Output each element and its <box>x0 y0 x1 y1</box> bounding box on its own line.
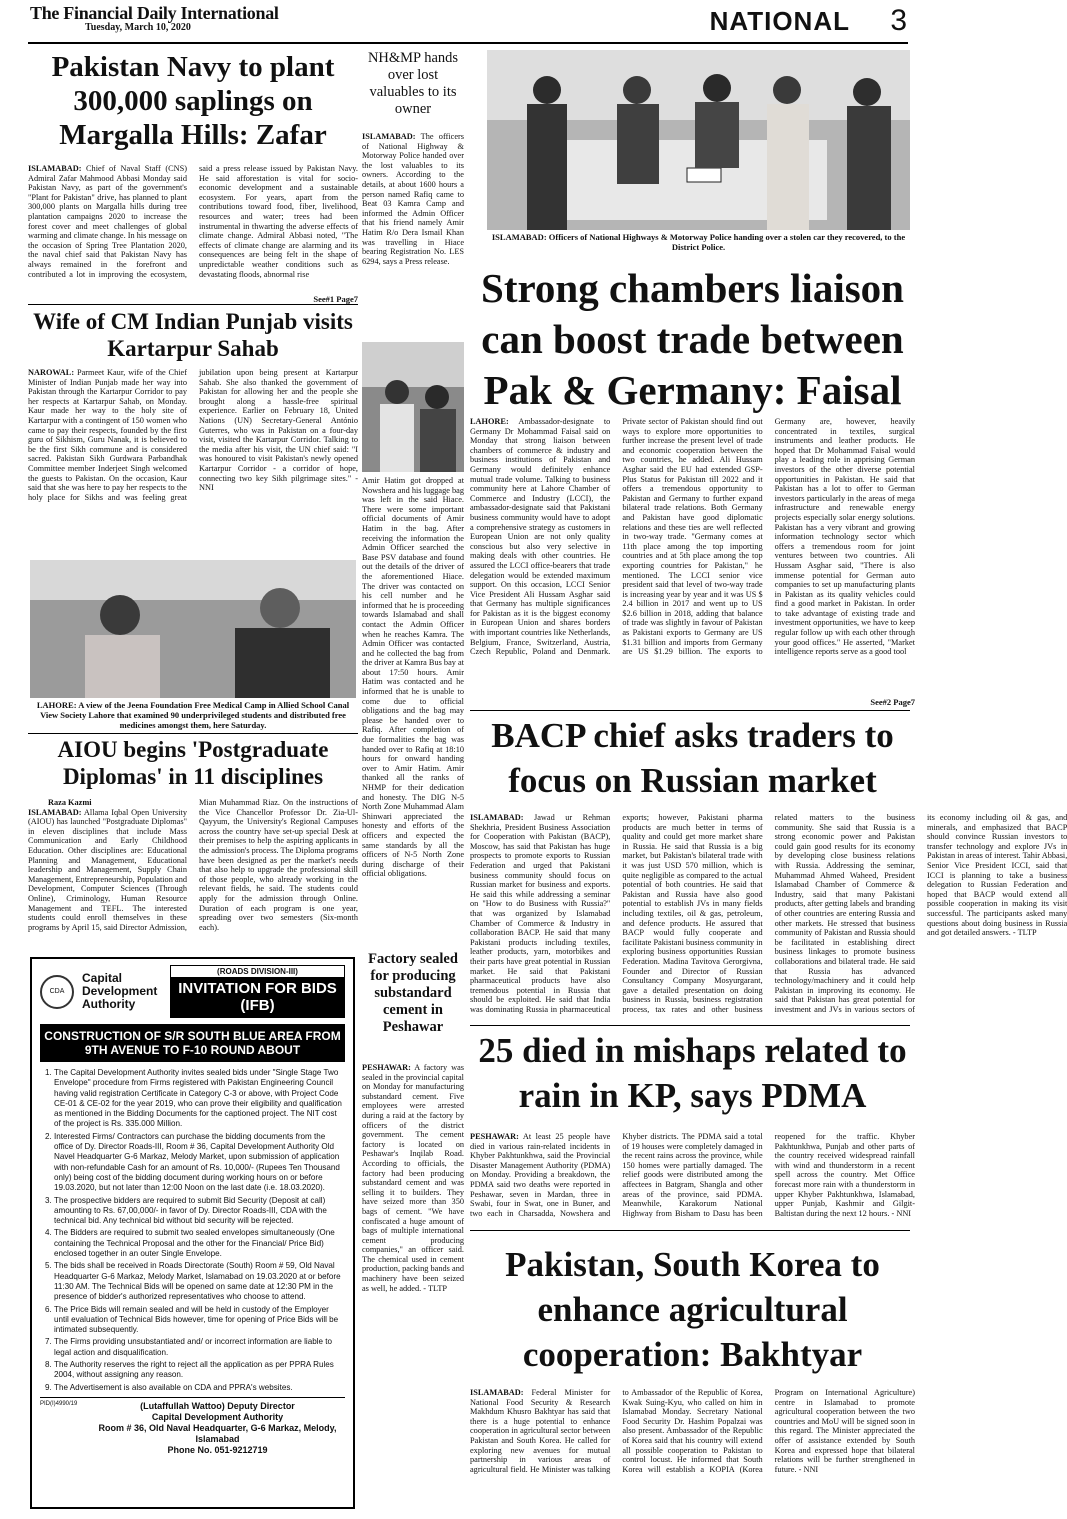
article-body <box>470 1388 915 1510</box>
ad-term: 9. The Advertisement is also available on CDA and PPRA's websites. <box>54 1383 345 1393</box>
dateline: ISLAMABAD: <box>470 813 524 822</box>
ad-sign-line: (Lutaffullah Wattoo) Deputy Director <box>140 1400 295 1411</box>
continued-marker: See#1 Page7 <box>313 294 358 304</box>
ad-project-title: CONSTRUCTION OF S/R SOUTH BLUE AREA FROM 9TH AVENUE TO F-10 ROUND ABOUT <box>40 1024 345 1062</box>
ad-signature <box>90 1401 345 1456</box>
article-body <box>28 368 358 558</box>
article-pdma <box>470 1028 915 1228</box>
body-text: Jawad ur Rehman Shekhria, President Business Association for Cooperation with Pakistan (BACP), Moscow, has said that Pakistan has huge prospects to promote exports to Russian Federation and urged that Pakistani business community should focus on Russian market for business and exports. He said this while addressing a seminar on "How to do Business with Russia?" that was organized by Islamabad Chamber of Commerce & Industry in collaboration BACP. He said that many Pakistani products including textiles, leather products, yarn, motorbikes and their parts have great potential in Russian market. He said that Pakistani pharmaceutical products have also tremendous potential in Russia that should be exploited. He said that India was dominating Russia in pharmaceutical exports; however, Pakistani pharma products are much better in terms of quality and could get more market share in Russia. He said that Russia is a big market, but Pakistan's bilateral trade with it was just USD 570 million, which is quite negligible as compared to the actual potential of both countries. He said that Pakistan and Russia have also good potential to establish JVs in many fields including textiles, oil & gas, petroleum, and defence products. He assured that BACP would fully cooperate and facilitate Pakistani business community in exploring business opportunities Russian Federation. Madina Tavitova Gerorgivna, Founder and Director of Russian Consultancy Company Mosyurgarant, gave a detailed presentation on doing business in Russia, business registration process, tax rates and other business related matters to the business community. She said that Russia is a strong economic power and Pakistan could gain good results for its economy by developing close business relations with Russia. Addressing the seminar, Muhammad Ahmed Waheed, President Islamabad Chamber of Commerce & Industry, said that many Pakistani products, after getting labels and branding of other countries are entering Russia and other markets. He stressed that business community of Pakistan and Russia should be facilitated in establishing direct business linkages to promote business collaborations and bilateral trade. He said that Russia has advanced technology/machinery and it could help Pakistan in improving its economy. He said that Pakistan has great potential for investment and JVs in various sectors of its economy including oil & gas, and minerals, and emphasized that BACP should convince Russian investors to transfer technology and explore JVs in Pakistan in areas of interest. Tahir Abbasi, Senior Vice President ICCI, said that ICCI is planning to take a business delegation to Russian Federation and hoped that BACP would extend all possible cooperation in making its visit successful. The participants asked many questions about doing business in Russia and got detailed answers. - TLTP <box>470 813 1067 1014</box>
dateline: PESHAWAR: <box>470 1132 519 1141</box>
dateline: ISLAMABAD: <box>28 807 82 817</box>
dateline: ISLAMABAD: <box>470 1388 524 1397</box>
section-name: NATIONAL <box>709 6 850 36</box>
headline: Pakistan, South Korea to enhance agricultural cooperation: Bakhtyar <box>505 1245 880 1374</box>
photo-caption: ISLAMABAD: Officers of National Highways & Motorway Police handing over a stolen car they recovered, to the District Police. <box>491 232 906 252</box>
dateline: PESHAWAR: <box>362 1063 411 1072</box>
photo-caption: LAHORE: A view of the Jeena Foundation Free Medical Camp in Allied School Canal View Society Lahore that examined 90 underprivileged students and distributed free medicines amongst them, here Saturday. <box>36 700 350 730</box>
ad-sign-line: Room # 36, Old Naval Headquarter, G-6 Markaz, Melody, Islamabad <box>98 1422 337 1444</box>
body-text: Federal Minister for National Food Security & Research Makhdum Khusro Bakhtyar has said that there is a huge potential to enhance cooperation in agricultural sector between Pakistan and South Korea. He called for exploring new avenues for mutual partnership in various areas of agricultural field. He Minister was talking to Ambassador of the Republic of Korea, Kwak Suing-Kyu, who called on him in Islamabad Monday. Secretary National Food Security Dr. Hashim Popalzai was also present. Ambassador of the Republic of Korea said that his country will extend all possible cooperation to Pakistan to control locust. He informed that South Korea will establish a KOPIA (Korea Program on International Agriculture) centre in Islamabad to promote agricultural cooperation between the two countries and MoU will be signed soon in this regard. The Minister appreciated the offer of assistance extended by South Korea and expressed hope that bilateral relations will be further strengthened in future. - NNI <box>470 1388 915 1474</box>
ad-term: 3. The prospective bidders are required to submit Bid Security (Deposit at call) amounting to Rs. 67,00,000/- in favor of Dy. Director Roads-III, CDA with the technical bid. Any technical bid without bid security will be rejected. <box>54 1196 345 1227</box>
body-text: The officers of National Highway & Motorway Police handed over the lost valuables to its owners. According to the details, at about 1600 hours a person named Rafiq came to Beat 03 Kamra Camp and informed the Admin Officer that his friend namely Amir Hatim R/o Dera Ismail Khan was travelling in Hiace bearing Registration No. LES 6294, says a Press release. <box>362 132 464 266</box>
photo-lahore-image <box>30 560 356 698</box>
ad-division: (ROADS DIVISION-III) <box>217 967 298 976</box>
ad-term: 2. Interested Firms/ Contractors can purchase the bidding documents from the office of Dy. Director Roads-III, Room # 36, Capital Development Authority Old Navel Headquarter G-6 Markaz, Melody Market, upon submission of application with non-refundable Cash for an amount of Rs. 10,000/- (Rupees Ten Thousand only) being cost of the bidding document during working hours on or before 19.03.2020, but not later than 12:00 Noon on the last date (i.e. 18.03.2020). <box>54 1132 345 1194</box>
article-factory <box>362 945 464 1510</box>
article-aiou <box>28 736 358 948</box>
body-text: Ambassador-designate to Germany Dr Mohammad Faisal said on Monday that strong liaison between chambers of commerce & industry and business institutions of Pakistan and Germany would definitely enhance mutual trade volume. Talking to business community here at Lahore Chamber of Commerce and Industry (LCCI), the ambassador-designate said that Pakistani business community would have to adopt a comprehensive strategy as customers in European Union are not only quality conscious but also very selective in making deals with other countries. He assured the LCCI office-bearers that trade delegation would be extended maximum support. On this occasion, LCCI Senior Vice President Ali Hussam Asghar said that Germany has multiple significances for Pakistan as it is the biggest economy in European Union and shares borders with important countries like Netherlands, Belgium, France, Switzerland, Austria, Czech Republic, Poland and Denmark. Private sector of Pakistan should find out ways to explore more opportunities to further increase the present level of trade and economic cooperation between the two countries, he added. Ali Hussam Asghar said the EU had extended GSP-Plus Status for Pakistan till 2022 and it offers a tremendous opportunity to Pakistan and Germany to further expand bilateral trade relations. Both Germany and Pakistan have good diplomatic relations and these ties are well reflected in two-way trade. "Germany comes at 11th place among the top importing countries and at 5th place among the top exporting countries for Pakistan," he mentioned. The LCCI senior vice president said that level of two-way trade is increasing year by year and it was US $ 2.4 billion in 2017 and went up to US $2.6 billion in 2018, adding that balance of trade was slightly in favour of Pakistan as Pakistani exports to Germany are US $1.31 billion and imports from Germany are US $1.29 billion. The exports to Germany are, however, heavily concentrated in textiles, surgical instruments and leather products. He hoped that Dr Mohammad Faisal would play a leading role in apprising German investors of the other diverse potential opportunities in Pakistan. He said that Pakistan has a lot to offer to German investors particularly in the areas of mega infrastructure and renewable energy projects especially solar energy solutions. Pakistan has a very vibrant and growing information technology sector which offers a tremendous room for joint ventures between two countries. Ali Hussam Asghar said, "There is also immense potential for German auto companies to set up manufacturing plants in Pakistan as its quality vehicles could find a good market in Pakistan. In order to take advantage of existing trade and investment opportunities, we have to keep regular follow up with each other through your good offices." He asserted, "Market intelligence reports serve as a good tool <box>470 417 915 657</box>
article-body <box>362 132 464 342</box>
headline: BACP chief asks traders to focus on Russian market <box>491 716 894 800</box>
headline: Wife of CM Indian Punjab visits Kartarpur Sahab <box>33 309 353 362</box>
ad-term: 8. The Authority reserves the right to reject all the application as per PPRA Rules 2004, without assigning any reason. <box>54 1360 345 1381</box>
ad-sign-line: Phone No. 051-9212719 <box>167 1444 268 1455</box>
page-number: 3 <box>890 4 907 37</box>
article-body <box>362 1063 464 1503</box>
continued-marker: See#2 Page7 <box>870 697 915 707</box>
ad-term: 1. The Capital Development Authority invites sealed bids under "Single Stage Two Envelope" procedure from Firms registered with Pakistan Engineering Council having valid registration Certificate in Category C-3 or above, with Project Code CE-01 & CE-02 for the year 2019, who can prove their eligibility and qualification as mentioned in the Bidding Documents for the captioned project. The NIT cost of the project is Rs. 335.000 Million. <box>54 1068 345 1130</box>
cda-seal-icon: CDA <box>40 975 74 1009</box>
ad-sign-line: Capital Development Authority <box>151 1411 284 1422</box>
article-body <box>470 813 1067 1021</box>
ad-term: 6. The Price Bids will remain sealed and will be held in custody of the Employer until evaluation of Technical Bids however, time for opening of Price Bids will be intimated subsequently. <box>54 1305 345 1336</box>
ad-term: 5. The bids shall be received in Roads Directorate (South) Room # 59, Old Naval Headquarter G-6 Markaz, Melody Market, Islamabad on 19.03.2020 at or before 11:30 AM. The Technical Bids will be opened on same date at 12:30 PM in the presence of bidder's authorized representatives who choose to attend. <box>54 1261 345 1302</box>
headline: AIOU begins 'Postgraduate Diplomas' in 11 disciplines <box>57 737 329 790</box>
dateline: ISLAMABAD: <box>362 132 416 141</box>
headline: 25 died in mishaps related to rain in KP, says PDMA <box>478 1031 907 1115</box>
issue-date: Tuesday, March 10, 2020 <box>85 22 191 33</box>
ad-terms-list <box>40 1068 345 1393</box>
article-body <box>28 164 358 294</box>
photo-nhmp-car <box>487 50 910 230</box>
masthead <box>30 4 360 40</box>
ad-ifb-title: INVITATION FOR BIDS (IFB) <box>171 977 344 1017</box>
headline: Factory sealed for producing substandard cement in Peshawar <box>368 951 458 1036</box>
photo-nhmp-image <box>362 342 464 472</box>
article-korea <box>470 1232 915 1514</box>
dateline: NAROWAL: <box>28 368 75 377</box>
newspaper-name: The Financial Daily International <box>30 3 279 23</box>
article-navy <box>28 50 358 302</box>
article-bacp <box>470 713 1067 1023</box>
article-body <box>28 798 358 948</box>
article-chambers <box>470 263 915 708</box>
photo-lahore-camp <box>30 560 356 698</box>
article-body <box>470 417 915 697</box>
body-text: Parmeet Kaur, wife of the Chief Minister of Indian Punjab made her way into Pakistan through the Kartarpur Corridor to pay her respects at Kartarpur Sahab, on Monday. Kaur made her way to the holy site of Kartarpur with a contingent of 150 women who came to pay their respects, founded by the first guru of Sikhism, Guru Nanak, it is believed to be the first Sikh commune and is considered sacred. Pakistan Sikh Gurdwara Parbandhak Committee member Inderjeet Singh welcomed the guests to Pakistan. On the occasion, Kaur said that she was here to pay her respects to the holy place for Sikhs and was feeling great jubilation upon being present at Kartarpur Sahab. She also thanked the government of Pakistan for allowing her and the people she brought along a hassle-free spiritual experience. Earlier on February 18, United Nations (UN) Secretary-General António Guterres, who was in Pakistan on a four-day visit, visited the Kartarpur Corridor. Talking to the media after his visit, the UN chief said: "I was honoured to visit Pakistan's newly opened Kartarpur Corridor - a corridor of hope, connecting two key Sikh pilgrimage sites." - NNI <box>28 368 358 502</box>
dateline: LAHORE: <box>470 417 509 426</box>
article-nhmp-continued: Amir Hatim got dropped at Nowshera and his luggage bag was left in the said Hiace. There were some important official documents of Amir Hatim in the bag. After receiving the information the Admin Officer searched the Base PSV database and found out the details of the driver of the aforementioned Hiace. The driver was contacted on his cell number and he informed that he is proceeding towards Islamabad and shall contact the Admin Officer when he reaches Kamra. The Admin Officer was contacted and he collected the bag from the driver at Kamra Bus bay at about 17:50 hours. Amir Hatim was contacted and he informed that he is unable to come due to official obligations and the bag may please be handed over to Rafiq. After completion of due formalities the bag was handed over to Rafiq at 18:10 hours for onward handing over to Amir Hatim. Amir thanked all the ranks of NHMP for their dedication and honesty. The DIG N-5 North Zone Muhammad Alam Shinwari appreciated the honesty and efforts of the officers and expected the same standards by all the officers of N-5 North Zone during discharge of their official obligations. <box>362 476 464 879</box>
headline: NH&MP hands over lost valuables to its owner <box>367 50 459 118</box>
ad-term: 4. The Bidders are required to submit two sealed envelopes simultaneously (One containing the Technical Proposal and the other for the Financial/ Price Bid) enclosed together in an outer Single Envelope. <box>54 1228 345 1259</box>
body-text: Chief of Naval Staff (CNS) Admiral Zafar Mahmood Abbasi Monday said Pakistan Navy, as part of the government's "Plant for Pakistan" drive, has planned to plant 300,000 plants on Margalla hills during tree plantation campaigns 2020 to increase the forest cover and meet challenges of global warming and climate change. In his message on the occasion of Spring Tree Plantation 2020, the naval chief said that Pakistan Navy has always remained in the forefront and contributed a lot in improving the ecosystem, said a press release issued by Pakistan Navy. He said afforestation is vital for socio-economic development and a sustainable ecosystem. For years, apart from the contributions toward food, fiber, livelihood, resources and water; trees had been instrumental in thwarting the adverse effects of climate change. Admiral Abbasi noted, "The effects of climate change are alarming and its consequences are being felt in the shape of unpredictable weather conditions such as devastating floods, abnormal rise <box>28 164 358 279</box>
photo-car-image <box>487 50 910 230</box>
article-body <box>470 1132 915 1224</box>
ad-term: 7. The Firms providing unsubstantiated and/ or incorrect information are liable to legal action and disqualification. <box>54 1337 345 1358</box>
headline: Pakistan Navy to plant 300,000 saplings on Margalla Hills: Zafar <box>51 51 335 152</box>
photo-nhmp <box>362 342 464 472</box>
dateline: ISLAMABAD: <box>28 164 82 173</box>
byline: Raza Kazmi <box>48 798 92 807</box>
ad-pid: PID(I)4990/19 <box>40 1400 78 1407</box>
headline: Strong chambers liaison can boost trade between Pak & Germany: Faisal <box>481 265 904 413</box>
cda-advertisement <box>30 957 355 1509</box>
body-text: A factory was sealed in the provincial capital on Monday for manufacturing substandard cement. Five employees were arrested during a raid at the factory by officers of the district government. The cement factory is located on Peshawar's Inqilab Road. According to officials, the factory had been producing substandard cement and was selling it to builders. They have seized more than 350 bags of cement. "We have confiscated a huge amount of bags of multiple international cement producing companies," an officer said. The chemical used in cement production, packing bands and machinery have been seized as well, he added. - TLTP <box>362 1063 464 1293</box>
body-text: Allama Iqbal Open University (AIOU) has launched "Postgraduate Diplomas" in eleven disciplines that include Mass Communication and Early Childhood Education. Other disciplines are: Educational Planning and Management, Educational leadership and Management, Supply Chain Management, Entrepreneurship, Population and Development, Computer Sciences (Through Online), Criminology, Human Resource Management and TEFL. The interested students could enroll themselves in these programs by April 15, said Director Admission, Mian Muhammad Riaz. On the instructions of the Vice Chancellor Professor Dr. Zia-Ul-Qayyum, the University's Regional Campuses across the country have set-up special Desk at their premises to help the aspiring applicants in the admission's process. The Diploma programs have been designed as per the market's needs that also help to upgrade the professional skill of those people, who already working in the relevant fields, he said. The students could apply for the admission through Online. Duration of each program is one year, spreading over two semesters (Six-month each). <box>28 798 358 932</box>
body-text: At least 25 people have died in various rain-related incidents in Khyber Pakhtunkhwa, said the Provincial Disaster Management Authority (PDMA) on Monday. Providing a breakdown, the PDMA said two deaths were reported in Peshawar, seven in Mardan, three in Swabi, four in Swat, one in Buner, and two each in Charsadda, Nowshera and Khyber districts. The PDMA said a total of 19 houses were completely damaged in the recent rains across the province, while 150 homes were partially damaged. The relief goods were distributed among the affectees in Batgram, Shangla and other areas of the province, said PDMA. Meanwhile, Karakorum National Highway from Bisham to Dasu has been reopened for the traffic. Khyber Pakhtunkhwa, Punjab and other parts of the country received widespread rainfall with wind and thunderstorm in a recent spell across the country. Met Office forecast more rain with a thunderstorm in upper Khyber Pakhtunkhwa, Islamabad, upper Punjab, Kashmir and Gilgit-Baltistan during the next 12 hours. - NNI <box>470 1132 915 1218</box>
masthead-rule <box>28 42 908 44</box>
ad-org: Capital Development Authority <box>82 971 158 1011</box>
article-nhmp <box>362 50 464 340</box>
article-kartarpur <box>28 308 358 558</box>
